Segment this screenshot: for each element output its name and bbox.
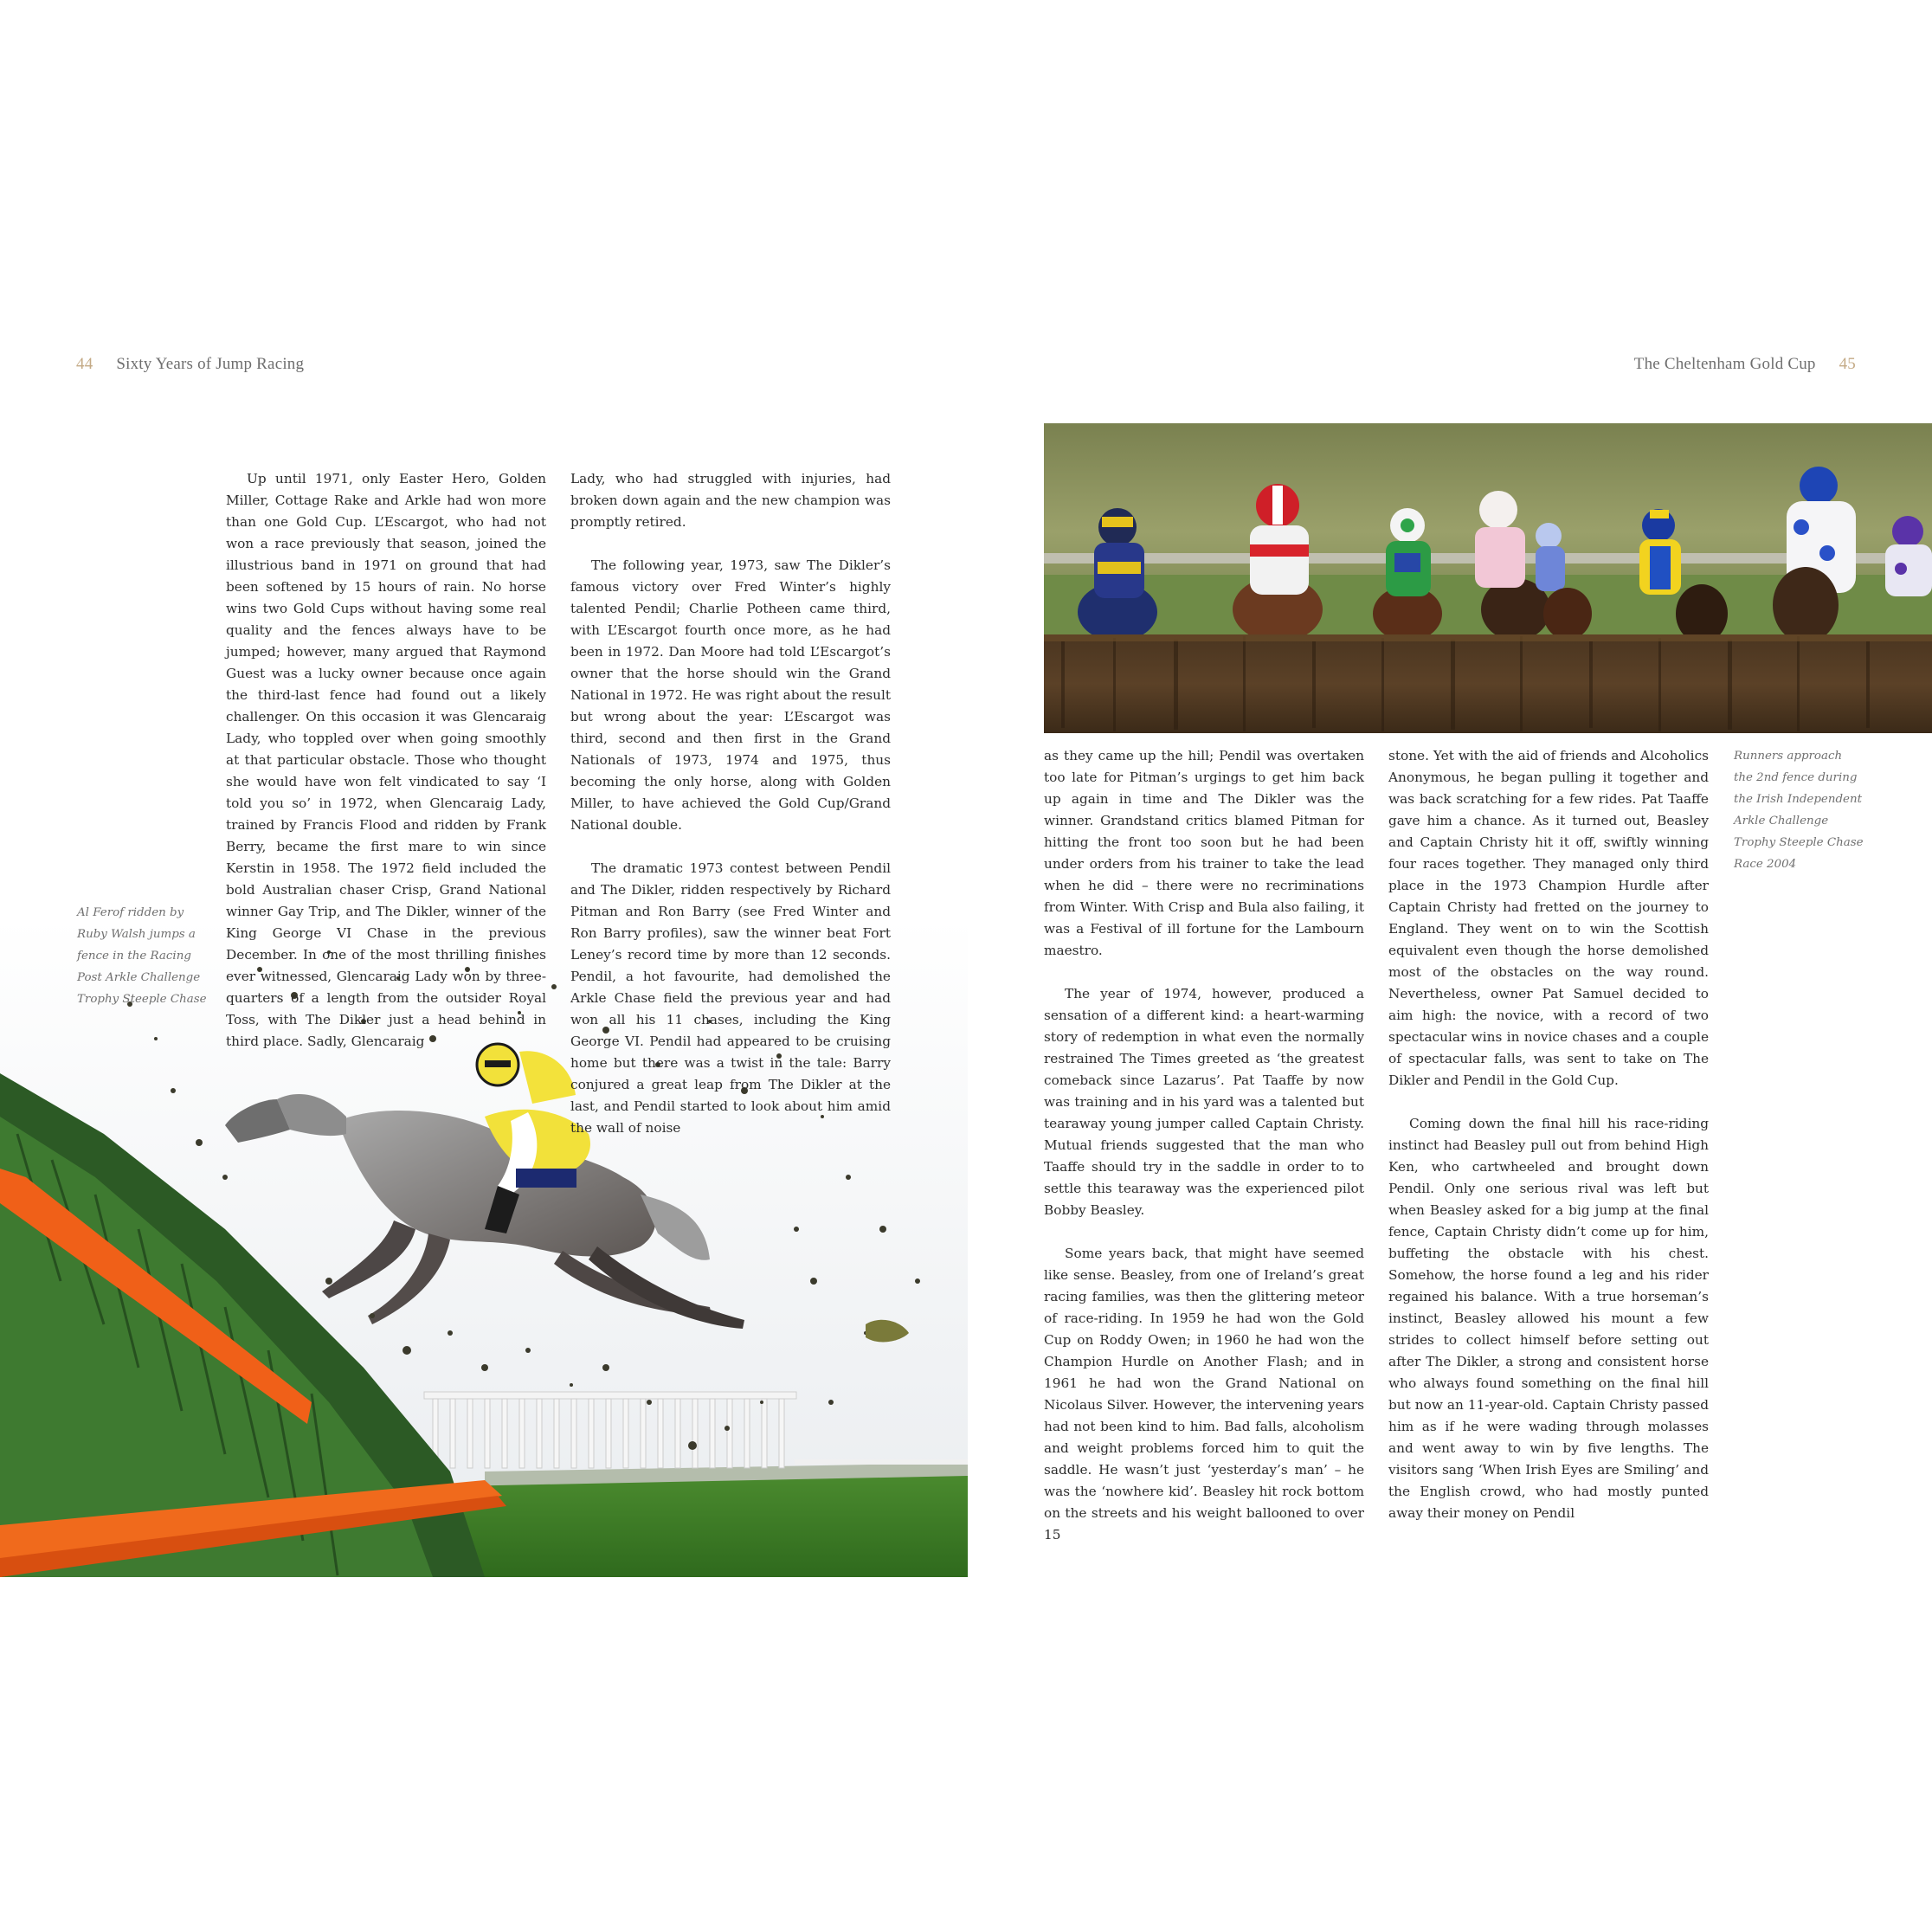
- page-number-right: 45: [1839, 355, 1856, 373]
- running-head-right: [1634, 355, 1856, 374]
- paragraph: as they came up the hill; Pendil was overtaken too late for Pitman’s urgings to get him back up again in time and The Dikler was the winner. Grandstand critics blamed Pitman for hitting the front too soon but he had been under orders from his trainer to take the lead when he did – there were no recriminations from Winter. With Crisp and Bula also failing, it was a Festival of ill fortune for the Lambourn maestro.: [1044, 748, 1364, 958]
- paragraph: stone. Yet with the aid of friends and Alcoholics Anonymous, he began pulling it together and was back scratching for a few rides. Pat Taaffe gave him a chance. As it turned out, Beasley and Captain Christy hit it off, swiftly winning four races together. They managed only third place in the 1973 Champion Hurdle after Captain Christy had fretted on the journey to England. They went on to win the Scottish equivalent even though the horse demolished most of the obstacles on the way round. Nevertheless, owner Pat Samuel decided to aim high: the novice, with a record of two spectacular wins in novice chases and a couple of spectacular falls, was sent to take on The Dikler and Pendil in the Gold Cup.: [1388, 748, 1709, 1088]
- paragraph: The year of 1974, however, produced a sensation of a different kind: a heart-warming story of redemption in what even the normally restrained The Times greeted as ‘the greatest comeback since Lazarus’. Pat Taaffe by now was training and in his yard was a talented but tearaway young jumper called Captain Christy. Mutual friends suggested that the man who Taaffe should try in the saddle in order to to settle this tearaway was the experienced pilot Bobby Beasley.: [1044, 986, 1364, 1218]
- book-title: Sixty Years of Jump Racing: [116, 355, 305, 373]
- paragraph: Some years back, that might have seemed like sense. Beasley, from one of Ireland’s great racing families, was then the glittering meteor of race-riding. In 1959 he had won the Gold Cup on Roddy Owen; in 1960 he had won the Champion Hurdle on Another Flash; and in 1961 he had won the Grand National on Nicolaus Silver. However, the intervening years had not been kind to him. Bad falls, alcoholism and weight problems forced him to quit the saddle. He wasn’t just ‘yesterday’s man’ – he was the ‘nowhere kid’. Beasley hit rock bottom on the streets and his weight ballooned to over 15: [1044, 1246, 1364, 1542]
- page-number-left: 44: [76, 355, 93, 373]
- right-page-column-1: [1044, 745, 1364, 1546]
- running-head-left: [76, 355, 304, 374]
- runners-photo: [1044, 423, 1932, 733]
- paragraph: Coming down the final hill his race-riding instinct had Beasley pull out from behind High Ken, who cartwheeled and brought down Pendil. Only one serious rival was left but when Beasley asked for a big jump at the final fence, Captain Christy didn’t come up for him, buffeting the obstacle with his chest. Somehow, the horse found a leg and his rider regained his balance. With a true horseman’s instinct, Beasley allowed his mount a few strides to collect himself before setting out after The Dikler, a strong and consistent horse who always found something on the final hill but now an 11-year-old. Captain Christy passed him as if he were wading through molasses and went away to win by five lengths. The visitors sang ‘When Irish Eyes are Smiling’ and the English crowd, who had mostly punted away their money on Pendil: [1388, 1116, 1709, 1521]
- right-page-column-2: [1388, 745, 1709, 1524]
- chapter-title: The Cheltenham Gold Cup: [1633, 355, 1816, 373]
- left-page-column-2: [570, 468, 891, 1139]
- photo-caption-left: Al Ferof ridden by Ruby Walsh jumps a fence in the Racing Post Arkle Challenge Trophy Steeple Chase: [77, 906, 207, 1006]
- paragraph: Up until 1971, only Easter Hero, Golden Miller, Cottage Rake and Arkle had won more than one Gold Cup. L’Escargot, who had not won a race previously that season, joined the illustrious band in 1971 on ground that had been softened by 15 hours of rain. No horse wins two Gold Cups without having some real quality and the fences always have to be jumped; however, many argued that Raymond Guest was a lucky owner because once again the third-last fence had found out a likely challenger. On this occasion it was Glencaraig Lady, who toppled over when going smoothly at that particular obstacle. Those who thought she would have won felt vindicated to say ‘I told you so’ in 1972, when Glencaraig Lady, trained by Francis Flood and ridden by Frank Berry, became the first mare to win since Kerstin in 1958. The 1972 field included the bold Australian chaser Crisp, Grand National winner Gay Trip, and The Dikler, winner of the King George VI Chase in the previous December. In one of the most thrilling finishes ever witnessed, Glencaraig Lady won by three-quarters of a length from the outsider Royal Toss, with The Dikler just a head behind in third place. Sadly, Glencaraig: [226, 471, 546, 1049]
- left-page-column-1: [226, 468, 546, 1053]
- paragraph: Lady, who had struggled with injuries, had broken down again and the new champion was promptly retired.: [570, 471, 891, 530]
- paragraph: The following year, 1973, saw The Dikler’s famous victory over Fred Winter’s highly talented Pendil; Charlie Potheen came third, with L’Escargot fourth once more, as he had been in 1972. Dan Moore had told L’Escargot’s owner that the horse should win the Grand National in 1972. He was right about the result but wrong about the year: L’Escargot was third, second and then first in the Grand Nationals of 1973, 1974 and 1975, thus becoming the only horse, along with Golden Miller, to have achieved the Gold Cup/Grand National double.: [570, 557, 891, 833]
- paragraph: The dramatic 1973 contest between Pendil and The Dikler, ridden respectively by Richard Pitman and Ron Barry (see Fred Winter and Ron Barry profiles), saw the winner beat Fort Leney’s record time by more than 12 seconds. Pendil, a hot favourite, had demolished the Arkle Chase field the previous year and had won all his 11 chases, including the King George VI. Pendil had appeared to be cruising home but there was a twist in the tale: Barry conjured a great leap from The Dikler at the last, and Pendil started to look about him amid the wall of noise: [570, 860, 891, 1136]
- photo-caption-right: Runners approach the 2nd fence during the Irish Independent Arkle Challenge Trophy Steeple Chase Race 2004: [1734, 750, 1864, 871]
